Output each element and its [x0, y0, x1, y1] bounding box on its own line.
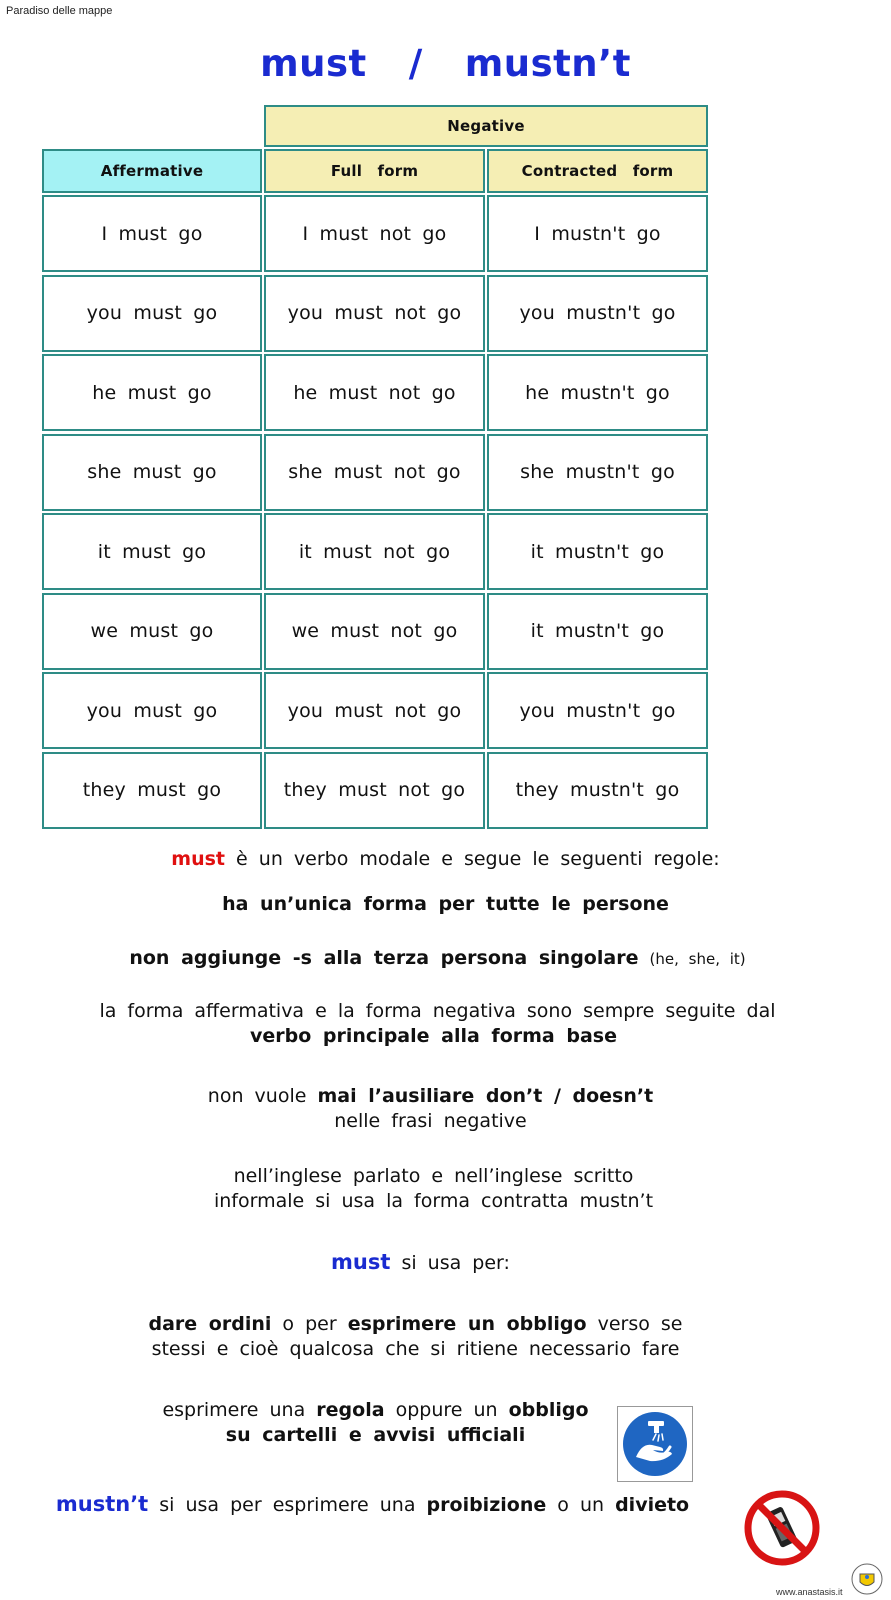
table-cell-contracted-form: it mustn't go [487, 593, 708, 670]
table-cell-contracted-form: you mustn't go [487, 275, 708, 352]
table-cell-full-form: you must not go [264, 672, 485, 749]
table-cell-contracted-form: they mustn't go [487, 752, 708, 829]
rule-base-form-line2: verbo principale alla forma base [250, 1025, 617, 1047]
rule-contracted-line1: nell’inglese parlato e nell’inglese scritto [233, 1165, 634, 1187]
rule-no-s [0, 947, 883, 969]
use-orders-text2: verso se [597, 1313, 683, 1335]
use-orders-text1: o per [282, 1313, 337, 1335]
table-cell-full-form: you must not go [264, 275, 485, 352]
site-label: Paradiso delle mappe [6, 5, 113, 17]
table-cell-affermative: I must go [42, 195, 262, 272]
table-cell-affermative: he must go [42, 354, 262, 431]
rule-no-s-text: non aggiunge -s alla terza persona singolare [129, 947, 639, 969]
no-mobile-phone-sign-icon [742, 1488, 822, 1568]
use-signs-line2: su cartelli e avvisi ufficiali [225, 1424, 526, 1446]
use-signs-text2: oppure un [395, 1399, 498, 1421]
table-cell-contracted-form: it mustn't go [487, 513, 708, 590]
table-cell-contracted-form: you mustn't go [487, 672, 708, 749]
table-cell-contracted-form: he mustn't go [487, 354, 708, 431]
header-full-form: Full form [264, 149, 485, 193]
use-orders-line2: stessi e cioè qualcosa che si ritiene necessario fare [151, 1338, 680, 1360]
footer-url: www.anastasis.it [776, 1587, 843, 1597]
table-cell-full-form: he must not go [264, 354, 485, 431]
mustnt-text1: si usa per esprimere una [159, 1494, 416, 1516]
table-cell-full-form: it must not go [264, 513, 485, 590]
table-cell-affermative: she must go [42, 434, 262, 511]
use-orders-bold2: esprimere un obbligo [347, 1313, 587, 1335]
mustnt-bold1: proibizione [426, 1494, 547, 1516]
header-contracted-form: Contracted form [487, 149, 708, 193]
use-signs-bold2: obbligo [508, 1399, 589, 1421]
table-cell-contracted-form: she mustn't go [487, 434, 708, 511]
title-separator: / [408, 42, 423, 85]
intro-text: è un verbo modale e segue le seguenti regole: [236, 848, 720, 870]
anastasis-logo-icon [850, 1562, 884, 1596]
mustnt-line [0, 1492, 818, 1516]
table-cell-affermative: you must go [42, 275, 262, 352]
rule-contracted-line2: informale si usa la forma contratta mustn’t [213, 1190, 654, 1212]
mustnt-word: mustn’t [55, 1492, 149, 1516]
table-cell-full-form: I must not go [264, 195, 485, 272]
table-cell-contracted-form: I mustn't go [487, 195, 708, 272]
rule-no-auxiliary-pre: non vuole [207, 1085, 307, 1107]
header-affermative: Affermative [42, 149, 262, 193]
use-signs-text1: esprimere una [162, 1399, 306, 1421]
rule-base-form-line1: la forma affermativa e la forma negativa sono sempre seguite dal [99, 1000, 776, 1022]
mustnt-bold2: divieto [615, 1494, 690, 1516]
title-must: must [260, 42, 367, 85]
table-cell-affermative: it must go [42, 513, 262, 590]
table-cell-full-form: she must not go [264, 434, 485, 511]
hand-washing-sign-icon [617, 1406, 693, 1482]
page-title [0, 42, 891, 85]
intro-line [0, 848, 891, 870]
use-must: must [331, 1250, 391, 1274]
table-cell-full-form: they must not go [264, 752, 485, 829]
table-cell-affermative: we must go [42, 593, 262, 670]
header-negative: Negative [264, 105, 708, 147]
rule-no-auxiliary-line1 [0, 1085, 876, 1107]
use-orders-line1 [0, 1313, 861, 1335]
use-orders-bold1: dare ordini [148, 1313, 272, 1335]
table-cell-affermative: you must go [42, 672, 262, 749]
intro-must: must [171, 848, 225, 870]
rule-no-auxiliary-line2: nelle frasi negative [334, 1110, 527, 1132]
rule-no-auxiliary-bold: mai l’ausiliare don’t / doesn’t [317, 1085, 654, 1107]
table-cell-full-form: we must not go [264, 593, 485, 670]
rule-single-form: ha un’unica forma per tutte le persone [222, 893, 669, 915]
table-cell-affermative: they must go [42, 752, 262, 829]
use-heading [0, 1250, 866, 1274]
mustnt-text2: o un [557, 1494, 605, 1516]
use-text: si usa per: [401, 1252, 510, 1274]
rule-no-s-persons: (he, she, it) [649, 950, 746, 968]
use-signs-bold1: regola [316, 1399, 385, 1421]
title-mustnt: mustn’t [464, 42, 631, 85]
use-signs-line1 [0, 1399, 821, 1421]
